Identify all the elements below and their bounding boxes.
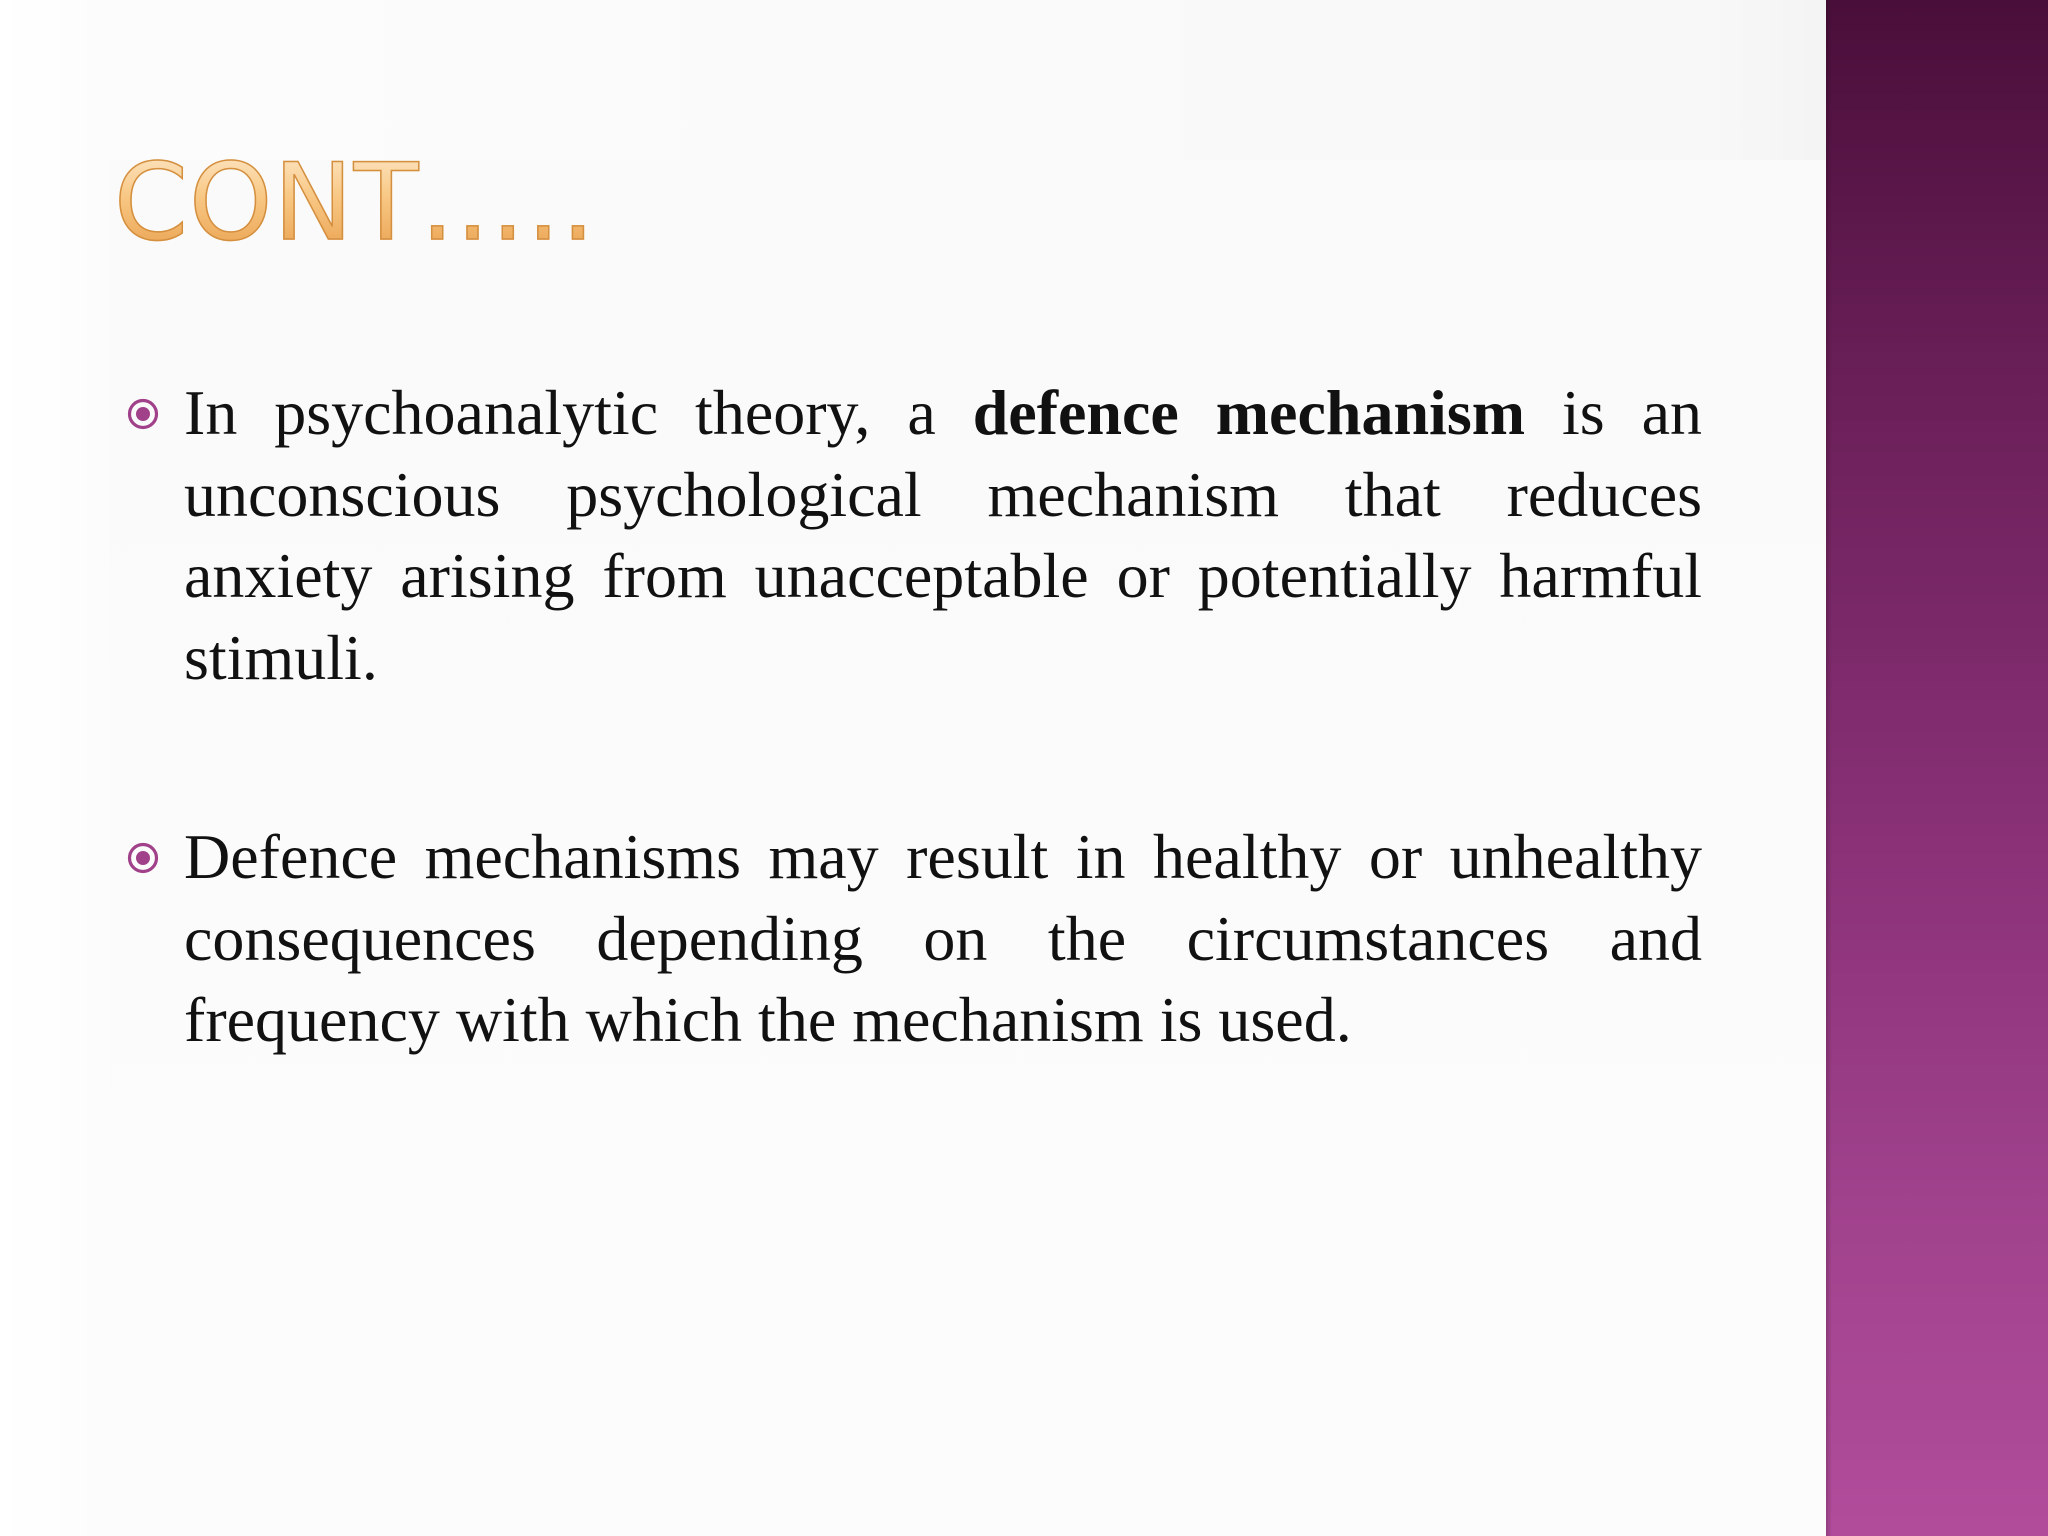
bullet-text-start: In psychoanalytic theory, a bbox=[184, 377, 936, 448]
circled-dot-icon bbox=[126, 397, 160, 431]
bullet-item-defence-definition bbox=[126, 372, 1702, 698]
decorative-sidebar bbox=[1826, 0, 2048, 1536]
bullet-item-defence-consequences bbox=[126, 816, 1702, 1061]
bullet-text-end: is an unconscious psychological mechanism that reduces anxiety arising from unacceptable or potentially harmful stimuli. bbox=[184, 377, 1703, 693]
bullet-bold-term: defence mechanism bbox=[972, 377, 1526, 448]
bullet-list bbox=[126, 372, 1702, 1061]
bullet-text: Defence mechanisms may result in healthy or unhealthy consequences depending on the circumstances and frequency with which the mechanism is used. bbox=[184, 821, 1702, 1055]
slide-title: CONT….. bbox=[114, 141, 596, 264]
sidebar-shadow bbox=[1826, 0, 1832, 1536]
circled-dot-icon bbox=[126, 841, 160, 875]
